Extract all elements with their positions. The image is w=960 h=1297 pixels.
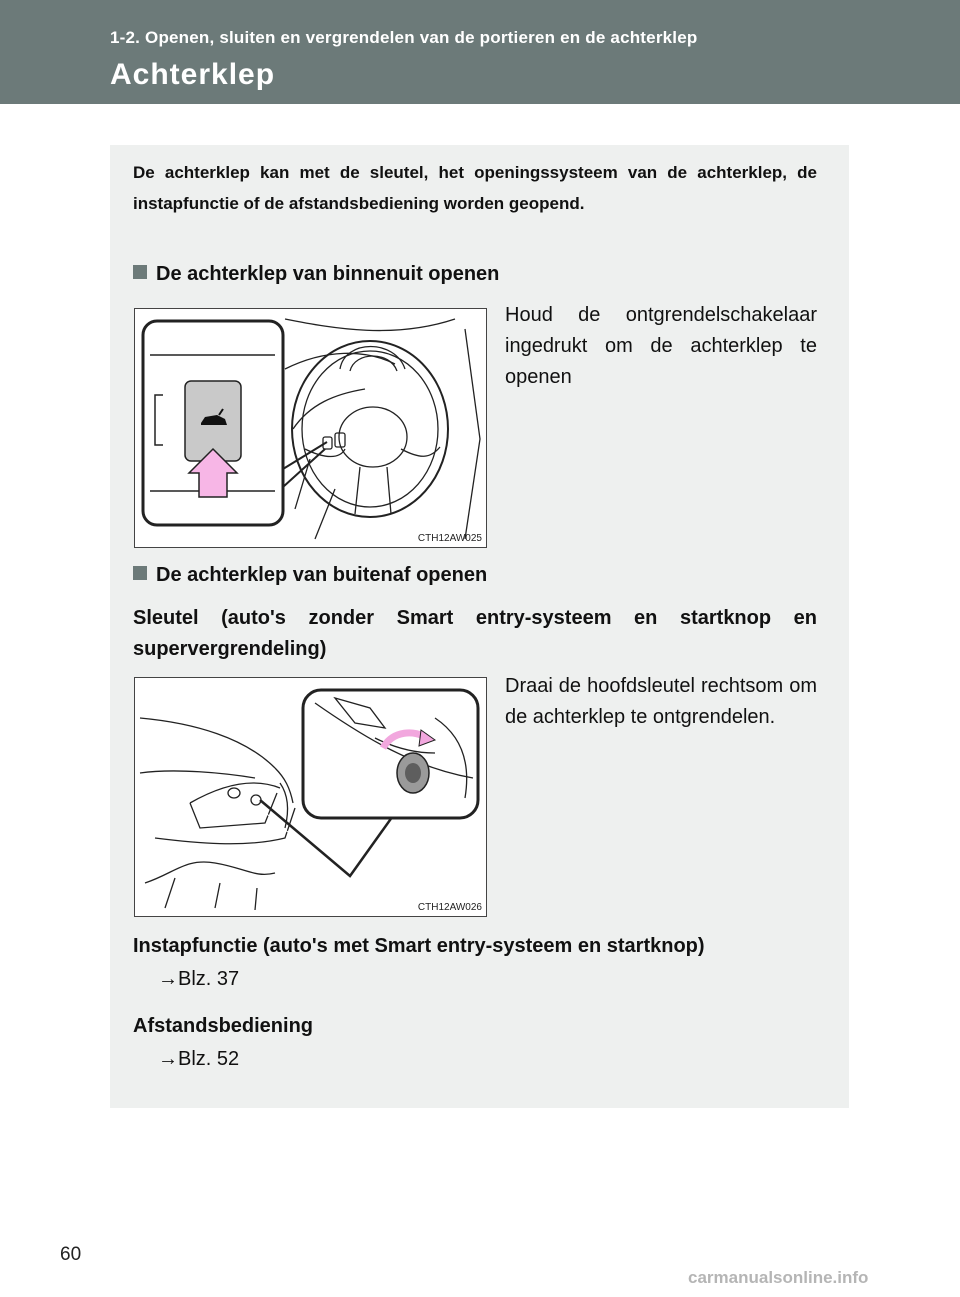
key-heading: Sleutel (auto's zonder Smart entry-systeem en startknop en supervergrendeling): [133, 607, 817, 660]
section-title: 1-2. Openen, sluiten en vergrendelen van de portieren en de achterklep: [110, 28, 698, 47]
figure-code: CTH12AW026: [417, 902, 482, 913]
key-description: Draai de hoofdsleutel rechtsom om de achterklep te ontgrendelen.: [505, 675, 817, 728]
remote-heading: Afstandsbediening: [133, 1015, 314, 1037]
key-tailgate-illustration: [135, 678, 486, 916]
entry-page-link[interactable]: →Blz. 37: [158, 968, 240, 990]
figure-key-tailgate: [134, 677, 487, 917]
heading-outside: [133, 564, 487, 587]
figure-code: CTH12AW025: [417, 533, 482, 544]
interior-switch-illustration: [135, 309, 486, 547]
page-header: [0, 0, 960, 104]
square-bullet-icon: [133, 566, 147, 580]
remote-page-link[interactable]: →Blz. 52: [158, 1048, 240, 1070]
watermark: carmanualsonline.info: [688, 1268, 869, 1287]
page-title: Achterklep: [110, 58, 276, 91]
square-bullet-icon: [133, 265, 147, 279]
entry-heading: Instapfunctie (auto's met Smart entry-systeem en startknop): [133, 935, 705, 957]
inside-description: Houd de ontgrendelschakelaar ingedrukt om de achterklep te openen: [505, 304, 817, 388]
heading-inside-text: De achterklep van binnenuit openen: [156, 263, 500, 285]
heading-inside: [133, 263, 499, 286]
page-number: 60: [60, 1244, 82, 1265]
figure-interior-switch: [134, 308, 487, 548]
heading-outside-text: De achterklep van buitenaf openen: [156, 564, 488, 586]
intro-paragraph: De achterklep kan met de sleutel, het openingssysteem van de achterklep, de instapfunctie of de afstandsbediening worden geopend.: [133, 163, 817, 213]
